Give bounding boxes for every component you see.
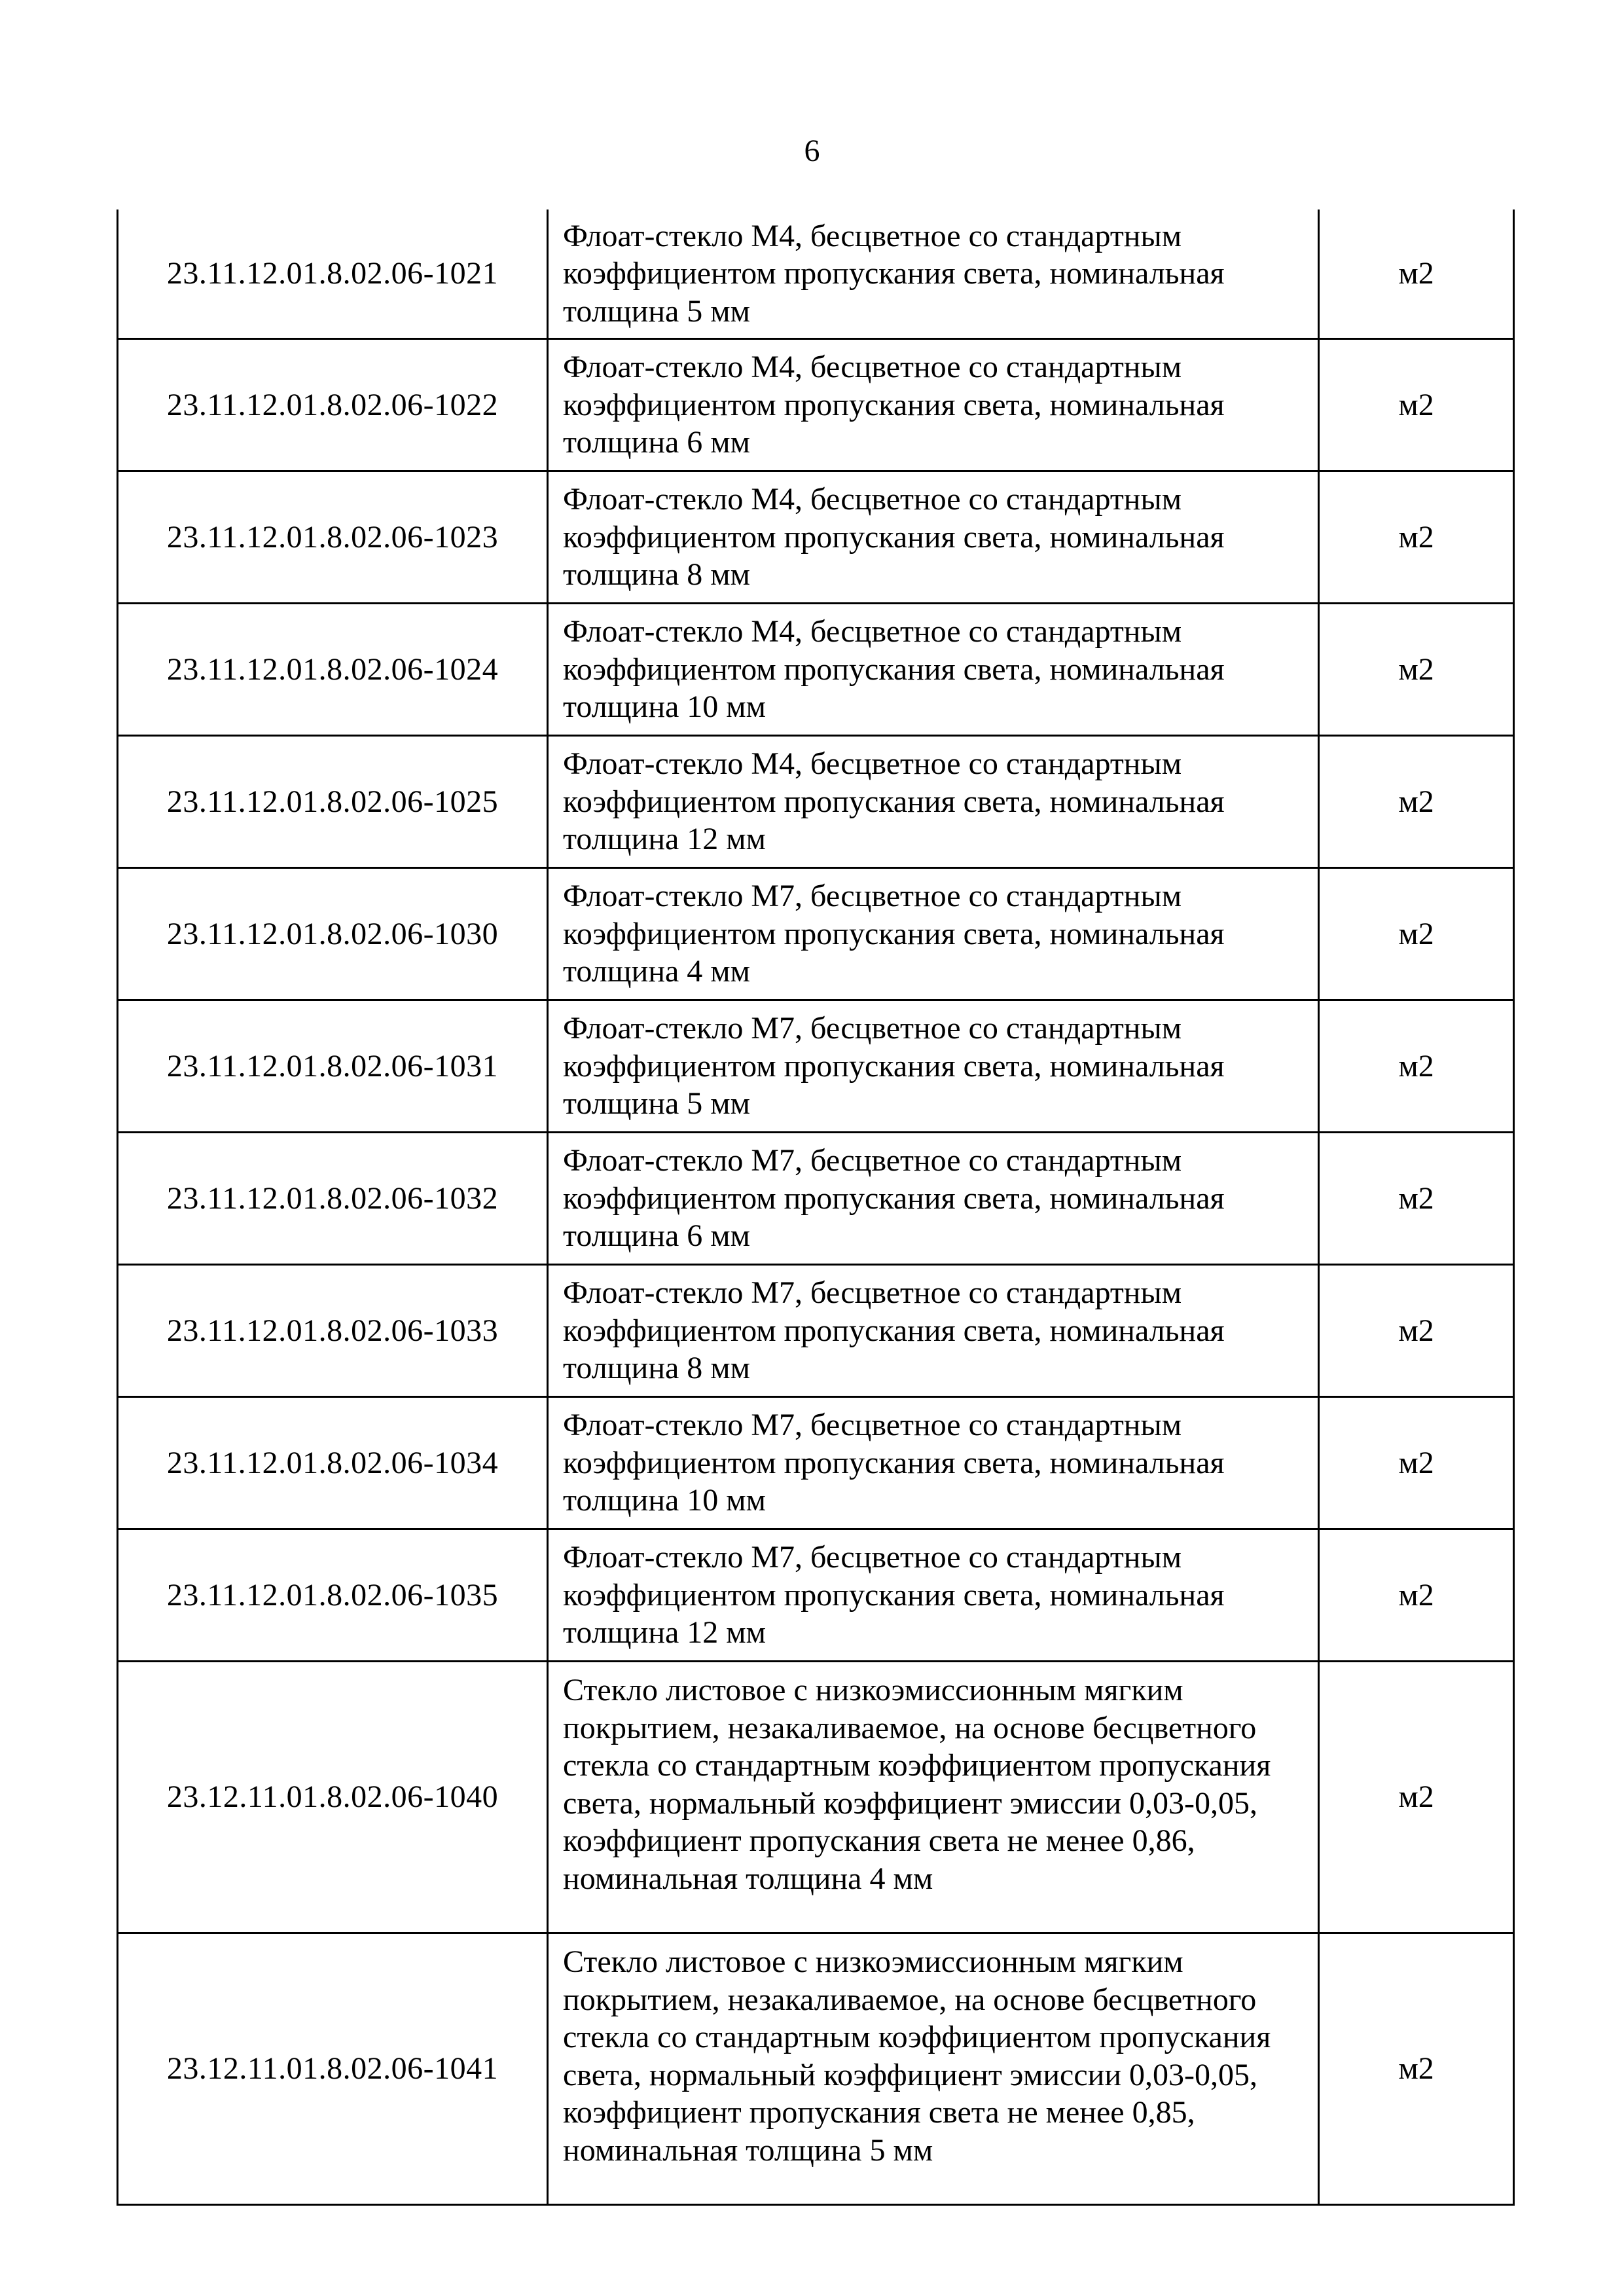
row-unit: м2 bbox=[1319, 1662, 1514, 1933]
table-row bbox=[118, 868, 1514, 1000]
table-row bbox=[118, 471, 1514, 604]
row-unit: м2 bbox=[1319, 1000, 1514, 1133]
row-name: Флоат-стекло М7, бесцветное со стандартным коэффициентом пропускания света, номинальная толщина 5 мм bbox=[548, 1000, 1319, 1133]
table-row bbox=[118, 1529, 1514, 1662]
row-name: Флоат-стекло М4, бесцветное со стандартным коэффициентом пропускания света, номинальная толщина 5 мм bbox=[548, 210, 1319, 339]
row-code: 23.11.12.01.8.02.06-1030 bbox=[118, 868, 548, 1000]
table-row bbox=[118, 339, 1514, 471]
table-row bbox=[118, 604, 1514, 736]
table-row bbox=[118, 736, 1514, 868]
row-name: Флоат-стекло М7, бесцветное со стандартным коэффициентом пропускания света, номинальная толщина 8 мм bbox=[548, 1265, 1319, 1397]
row-code: 23.11.12.01.8.02.06-1033 bbox=[118, 1265, 548, 1397]
row-code: 23.12.11.01.8.02.06-1041 bbox=[118, 1933, 548, 2205]
row-code: 23.11.12.01.8.02.06-1021 bbox=[118, 210, 548, 339]
row-name: Флоат-стекло М4, бесцветное со стандартным коэффициентом пропускания света, номинальная толщина 10 мм bbox=[548, 604, 1319, 736]
row-code: 23.11.12.01.8.02.06-1024 bbox=[118, 604, 548, 736]
row-name: Флоат-стекло М4, бесцветное со стандартным коэффициентом пропускания света, номинальная толщина 12 мм bbox=[548, 736, 1319, 868]
row-unit: м2 bbox=[1319, 339, 1514, 471]
table-row bbox=[118, 1265, 1514, 1397]
row-unit: м2 bbox=[1319, 1265, 1514, 1397]
page-number: 6 bbox=[804, 134, 820, 168]
row-name: Флоат-стекло М7, бесцветное со стандартным коэффициентом пропускания света, номинальная толщина 10 мм bbox=[548, 1397, 1319, 1529]
row-name: Флоат-стекло М4, бесцветное со стандартным коэффициентом пропускания света, номинальная толщина 6 мм bbox=[548, 339, 1319, 471]
row-unit: м2 bbox=[1319, 1133, 1514, 1265]
row-code: 23.12.11.01.8.02.06-1040 bbox=[118, 1662, 548, 1933]
row-unit: м2 bbox=[1319, 604, 1514, 736]
row-code: 23.11.12.01.8.02.06-1032 bbox=[118, 1133, 548, 1265]
row-name: Флоат-стекло М7, бесцветное со стандартным коэффициентом пропускания света, номинальная толщина 6 мм bbox=[548, 1133, 1319, 1265]
row-name: Флоат-стекло М7, бесцветное со стандартным коэффициентом пропускания света, номинальная толщина 4 мм bbox=[548, 868, 1319, 1000]
row-code: 23.11.12.01.8.02.06-1025 bbox=[118, 736, 548, 868]
row-unit: м2 bbox=[1319, 1529, 1514, 1662]
row-unit: м2 bbox=[1319, 1397, 1514, 1529]
row-unit: м2 bbox=[1319, 471, 1514, 604]
row-code: 23.11.12.01.8.02.06-1031 bbox=[118, 1000, 548, 1133]
row-name: Флоат-стекло М7, бесцветное со стандартным коэффициентом пропускания света, номинальная толщина 12 мм bbox=[548, 1529, 1319, 1662]
row-code: 23.11.12.01.8.02.06-1022 bbox=[118, 339, 548, 471]
row-unit: м2 bbox=[1319, 210, 1514, 339]
row-name: Стекло листовое с низкоэмиссионным мягким покрытием, незакаливаемое, на основе бесцветного стекла со стандартным коэффициентом пропускания света, нормальный коэффициент эмиссии 0,03-0,05, коэффициент пропускания света не менее 0,86, номинальная толщина 4 мм bbox=[548, 1662, 1319, 1933]
row-code: 23.11.12.01.8.02.06-1034 bbox=[118, 1397, 548, 1529]
table-row bbox=[118, 1133, 1514, 1265]
row-code: 23.11.12.01.8.02.06-1023 bbox=[118, 471, 548, 604]
row-unit: м2 bbox=[1319, 1933, 1514, 2205]
table-row bbox=[118, 1662, 1514, 1933]
row-unit: м2 bbox=[1319, 736, 1514, 868]
row-name: Флоат-стекло М4, бесцветное со стандартным коэффициентом пропускания света, номинальная толщина 8 мм bbox=[548, 471, 1319, 604]
table-row bbox=[118, 210, 1514, 339]
row-name: Стекло листовое с низкоэмиссионным мягким покрытием, незакаливаемое, на основе бесцветного стекла со стандартным коэффициентом пропускания света, нормальный коэффициент эмиссии 0,03-0,05, коэффициент пропускания света не менее 0,85, номинальная толщина 5 мм bbox=[548, 1933, 1319, 2205]
resource-table bbox=[117, 210, 1515, 2206]
row-unit: м2 bbox=[1319, 868, 1514, 1000]
row-code: 23.11.12.01.8.02.06-1035 bbox=[118, 1529, 548, 1662]
table-row bbox=[118, 1933, 1514, 2205]
table-row bbox=[118, 1000, 1514, 1133]
table-row bbox=[118, 1397, 1514, 1529]
